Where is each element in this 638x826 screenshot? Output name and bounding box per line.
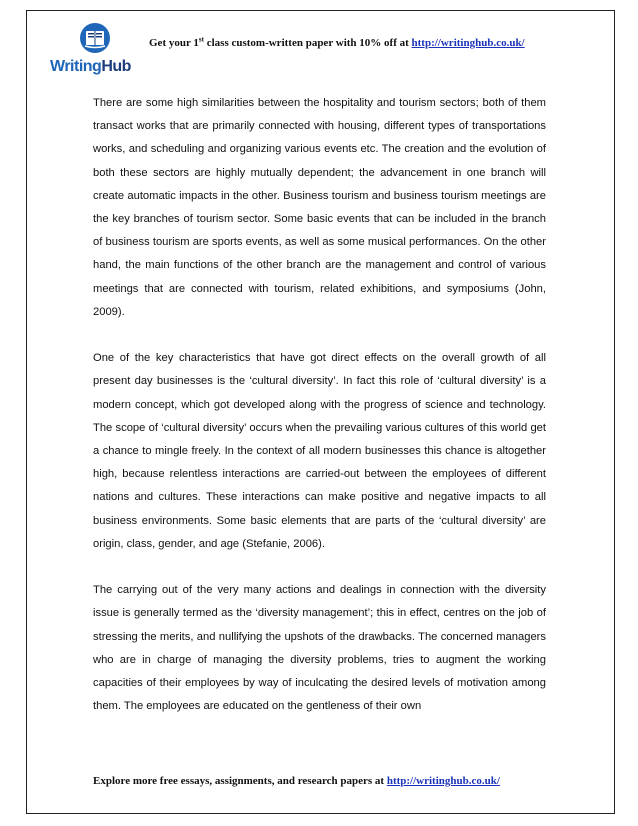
document-body [93, 92, 546, 742]
footer-link[interactable]: http://writinghub.co.uk/ [386, 775, 500, 787]
promo-text-start: Get your 1 [149, 37, 199, 49]
paragraph-2: One of the key characteristics that have got direct effects on the overall growth of all present day businesses is the ‘cultural diversity’. In fact this role of ‘cultural diversity’ is a modern concept, which got developed along with the progress of science and technology. The scope of ‘cultural diversity’ occurs when the prevailing various cultures of this world get a chance to mingle freely. In the context of all modern businesses this chance is altogether high, because relentless interactions are carried-out between the employees of different nations and cultures. These interactions can make positive and negative impacts to all business environments. Some basic elements that are parts of the ‘cultural diversity’ are origin, class, gender, and age (Stefanie, 2006). [93, 352, 546, 550]
header-promo [149, 37, 525, 49]
logo-text-hub: Hub [101, 58, 131, 75]
logo-text-writing: Writing [50, 58, 102, 75]
promo-superscript: st [198, 35, 204, 44]
footer-text: Explore more free essays, assignments, and research papers at [93, 775, 387, 787]
footer [93, 775, 500, 787]
paragraph-3: The carrying out of the very many actions and dealings in connection with the diversity issue is generally termed as the ‘diversity management’; this in effect, centres on the job of stressing the merits, and nullifying the upshots of the drawbacks. The concerned managers who are in charge of managing the diversity problems, tries to augment the working capacities of their employees by way of inculcating the desired levels of motivation among them. The employees are educated on the gentleness of their own [93, 584, 546, 713]
book-logo-icon [79, 22, 111, 54]
promo-link[interactable]: http://writinghub.co.uk/ [411, 37, 525, 49]
paragraph-1: There are some high similarities between the hospitality and tourism sectors; both of them transact works that are primarily connected with housing, different types of transportations works, and scheduling and organizing various events etc. The creation and the evolution of both these sectors are highly mutually dependent; the advancement in one branch will create automatic impacts in the other. Business tourism and business tourism meetings are the key branches of tourism sector. Some basic events that can be included in the branch of business tourism are sports events, as well as some musical performances. On the other hand, the main functions of the other branch are the management and control of various meetings that are connected with tourism, related exhibitions, and symposiums (John, 2009). [93, 97, 546, 318]
writinghub-logo[interactable] [46, 22, 146, 80]
promo-text-end: class custom-written paper with 10% off at [203, 37, 412, 49]
logo-wordmark [50, 58, 131, 76]
